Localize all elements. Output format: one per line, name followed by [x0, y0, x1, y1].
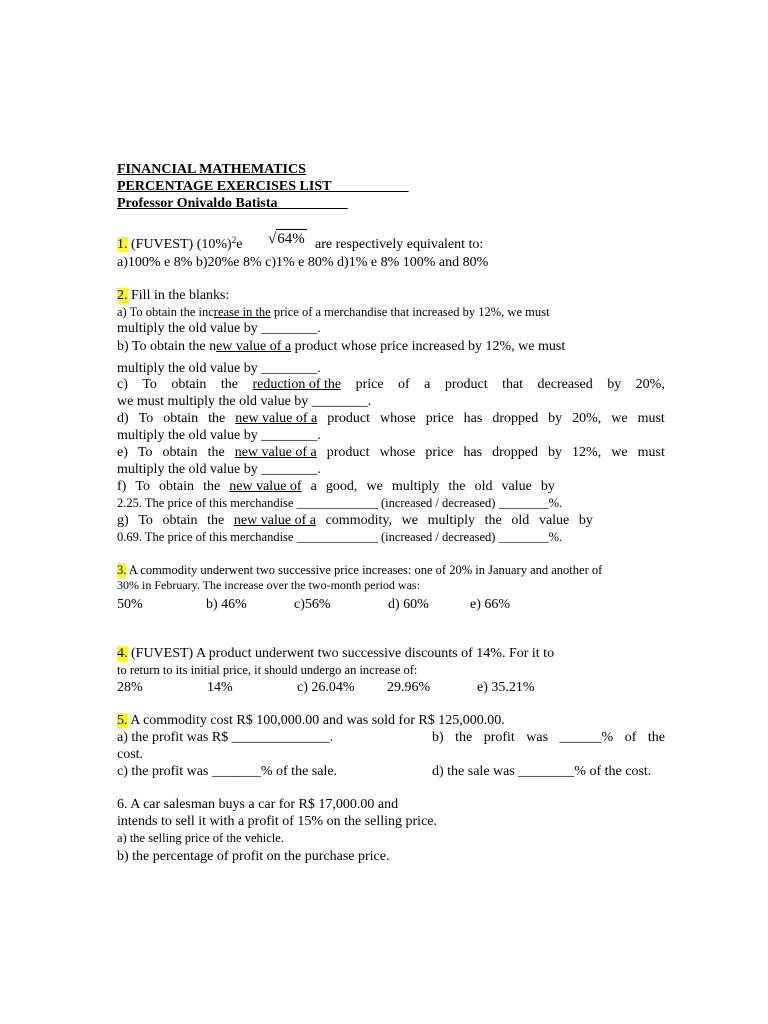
text-fragment: product	[327, 411, 370, 426]
text-fragment: whose	[379, 411, 416, 426]
text-fragment: A commodity cost R$ 100,000.00 and was sold for R$ 125,000.00.	[127, 713, 505, 728]
text-fragment: a) To obtain the inc	[117, 305, 214, 319]
text-fragment: e)	[117, 445, 128, 460]
question-5-line1	[117, 714, 505, 728]
question-3-option-c: c)56%	[294, 597, 331, 612]
item-g-line1	[117, 514, 593, 528]
text-fragment: the	[448, 479, 466, 494]
question-4-option-b: 14%	[207, 680, 233, 695]
text-fragment: b)	[432, 730, 444, 745]
text-fragment: Fill in the blanks:	[127, 288, 230, 303]
item-b-line2	[117, 362, 321, 376]
text-fragment: by	[548, 411, 563, 426]
square-root-expression	[268, 229, 307, 247]
text-fragment: To	[137, 445, 153, 460]
header-professor: Professor Onivaldo Batista__________	[117, 196, 348, 211]
text-fragment: the	[455, 730, 473, 745]
question-6-line1: 6. A car salesman buys a car for R$ 17,000.00 and	[117, 797, 399, 812]
text-fragment: commodity,	[325, 513, 392, 528]
text-fragment: we	[611, 411, 628, 426]
text-fragment: To	[142, 377, 157, 392]
question-1-text: are respectively equivalent to:	[315, 237, 484, 252]
text-fragment: by	[578, 513, 593, 528]
item-f-line2: 2.25. The price of this merchandise _____________ (increased / decreased) ________%.	[117, 496, 563, 510]
text-fragment: dropped	[492, 445, 538, 460]
text-fragment: d)	[117, 411, 129, 426]
text-fragment: has	[463, 445, 483, 460]
question-4-option-a: 28%	[117, 680, 143, 695]
question-4-line1	[117, 647, 554, 661]
text-fragment: old	[474, 479, 493, 494]
text-fragment: multiply	[427, 513, 476, 528]
question-2-title	[117, 289, 229, 303]
header-title: FINANCIAL MATHEMATICS	[117, 162, 306, 177]
question-3-option-b: b) 46%	[206, 597, 247, 612]
text-fragment: by	[607, 377, 622, 392]
text-fragment: a	[310, 479, 317, 494]
text-fragment: rease in the	[213, 305, 271, 319]
text-fragment: (FUVEST) (10%)	[127, 237, 232, 252]
question-3-option-d: d) 60%	[388, 597, 429, 612]
text-fragment: 20%,	[572, 411, 602, 426]
question-3-option-a: 50%	[117, 597, 143, 612]
text-fragment: the	[203, 479, 221, 494]
item-b-line1	[117, 340, 565, 354]
item-a-line2: multiply the old value by ________.	[117, 321, 321, 336]
question-1-number: 1.	[117, 237, 128, 252]
question-4-option-c: c) 26.04%	[297, 680, 355, 695]
item-g-line2: 0.69. The price of this merchandise _____________ (increased / decreased) ________%.	[117, 530, 563, 544]
question-1-line	[117, 235, 243, 252]
text-fragment: To	[138, 411, 154, 426]
text-fragment: a	[424, 377, 431, 392]
question-5-item-a: a) the profit was R$ ______________.	[117, 730, 334, 745]
text-fragment: by	[540, 479, 555, 494]
text-fragment: that	[502, 377, 524, 392]
question-3-number: 3.	[117, 563, 127, 577]
question-5-item-b-continued: cost.	[117, 747, 144, 762]
question-2-number: 2.	[117, 288, 128, 303]
text-fragment: the	[647, 730, 665, 745]
question-6-item-a: a) the selling price of the vehicle.	[117, 831, 284, 845]
text-fragment: price	[425, 411, 454, 426]
text-fragment: by	[548, 445, 563, 460]
text-fragment: new value of	[229, 479, 302, 494]
text-fragment: product	[326, 445, 370, 460]
text-fragment: the	[220, 377, 238, 392]
text-fragment: √	[268, 231, 277, 247]
header-subtitle: PERCENTAGE EXERCISES LIST___________	[117, 179, 409, 194]
item-e-line1	[117, 446, 665, 460]
item-d-line1	[117, 412, 665, 426]
text-fragment: product whose price increased by 12%, we must	[291, 339, 566, 354]
text-fragment: was	[526, 730, 549, 745]
text-fragment: price	[355, 377, 384, 392]
text-fragment: ______%	[559, 730, 614, 745]
item-a-line1	[117, 306, 549, 319]
text-fragment: whose	[379, 445, 416, 460]
text-fragment: obtain	[162, 445, 198, 460]
text-fragment: value	[538, 513, 570, 528]
item-e-line2: multiply the old value by ________.	[117, 462, 321, 477]
text-fragment: price of a merchandise that increased by 12%, we must	[270, 305, 550, 319]
text-fragment: c)	[117, 377, 128, 392]
text-fragment: A commodity underwent two successive price increases: one of 20% in January and another of	[126, 563, 603, 577]
text-fragment: g)	[117, 513, 129, 528]
text-fragment: of	[624, 730, 637, 745]
question-4-line2: to return to its initial price, it should undergo an increase of:	[117, 663, 418, 677]
text-fragment: product	[444, 377, 488, 392]
text-fragment: (FUVEST) A product underwent two successive discounts of 14%. For it to	[127, 646, 555, 661]
question-5-number: 5.	[117, 713, 128, 728]
text-fragment: must	[637, 411, 665, 426]
text-fragment: decreased	[537, 377, 593, 392]
text-fragment: the	[484, 513, 502, 528]
text-fragment: we	[611, 445, 628, 460]
question-3-line1	[117, 564, 602, 577]
text-fragment: good,	[325, 479, 358, 494]
text-fragment: 2	[231, 235, 237, 245]
text-fragment: 64%	[277, 231, 305, 247]
text-fragment: To	[135, 479, 150, 494]
text-fragment: of	[398, 377, 410, 392]
text-fragment: price	[425, 445, 454, 460]
text-fragment: f)	[117, 479, 127, 494]
text-fragment: has	[463, 411, 483, 426]
question-3-option-e: e) 66%	[470, 597, 511, 612]
text-fragment: new value of a	[233, 513, 316, 528]
question-6-line2: intends to sell it with a profit of 15% on the selling price.	[117, 814, 437, 829]
question-6-item-b: b) the percentage of profit on the purchase price.	[117, 849, 390, 864]
text-fragment: the	[208, 411, 226, 426]
text-fragment: 20%,	[635, 377, 665, 392]
text-fragment: new value of a	[235, 411, 318, 426]
question-5-item-d: d) the sale was ________% of the cost.	[432, 764, 652, 779]
text-fragment: reduction of the	[252, 377, 342, 392]
text-fragment: value	[501, 479, 532, 494]
question-3-line2: 30% in February. The increase over the two-month period was:	[117, 578, 420, 592]
text-fragment: we	[366, 479, 383, 494]
question-4-option-e: e) 35.21%	[477, 680, 535, 695]
text-fragment: dropped	[492, 411, 539, 426]
text-fragment: obtain	[159, 479, 195, 494]
text-fragment: e	[236, 237, 243, 252]
text-fragment: obtain	[171, 377, 207, 392]
text-fragment: 12%,	[572, 445, 602, 460]
item-d-line2: multiply the old value by ________.	[117, 428, 321, 443]
item-f-line1	[117, 480, 555, 494]
text-fragment: ew value of a	[216, 339, 292, 354]
text-fragment: multiply	[117, 361, 165, 376]
text-fragment: obtain	[163, 411, 199, 426]
text-fragment: we	[401, 513, 418, 528]
text-fragment: the old value by ________.	[167, 361, 321, 376]
question-4-option-d: 29.96%	[387, 680, 431, 695]
text-fragment: profit	[483, 730, 515, 745]
item-c-line1	[117, 378, 665, 392]
text-fragment: b) To obtain the n	[117, 339, 217, 354]
question-4-number: 4.	[117, 646, 128, 661]
text-fragment: To	[138, 513, 153, 528]
question-1-options: a)100% e 8% b)20%e 8% c)1% e 80% d)1% e 8% 100% and 80%	[117, 255, 489, 270]
text-fragment: new value of a	[234, 445, 317, 460]
text-fragment: the	[207, 513, 225, 528]
text-fragment: must	[637, 445, 665, 460]
text-fragment: old	[511, 513, 530, 528]
text-fragment: obtain	[162, 513, 198, 528]
text-fragment: the	[207, 445, 225, 460]
question-5-item-b	[432, 731, 665, 745]
text-fragment: multiply	[391, 479, 440, 494]
item-c-line2: we must multiply the old value by ________.	[117, 394, 372, 409]
question-5-item-c: c) the profit was _______% of the sale.	[117, 764, 338, 779]
